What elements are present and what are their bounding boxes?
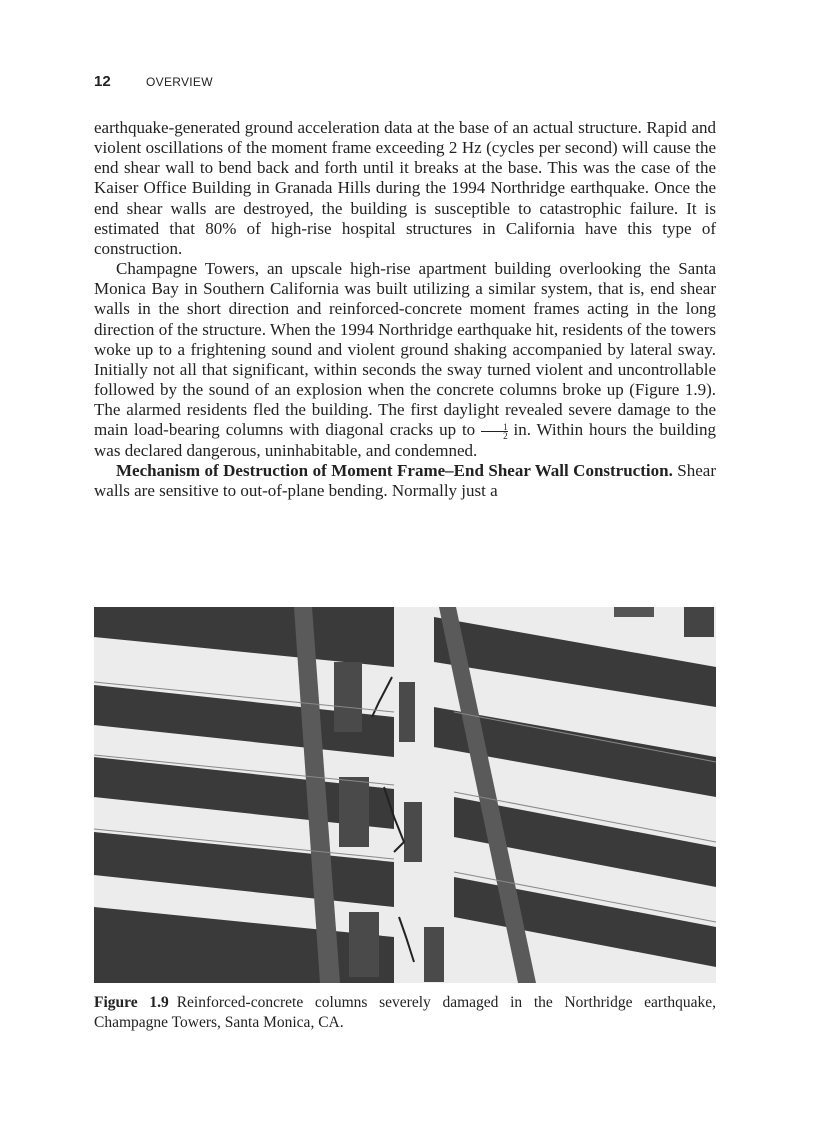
paragraph-2-text-b: in. Within hours the building was declared dangerous, uninhabitable, and condemned. — [94, 420, 716, 460]
caption-text: Reinforced-concrete columns severely damaged in the Northridge earthquake, Champagne Towers, Santa Monica, CA. — [94, 994, 717, 1031]
page-number: 12 — [94, 73, 111, 90]
paragraph-2-text-a: Champagne Towers, an upscale high-rise apartment building overlooking the Santa Monica Bay in Southern California was built utilizing a similar system, that is, end shear walls in the short direction and reinforced-concrete moment frames acting in the long direction of the structure. When the 1994 Northridge earthquake hit, residents of the towers woke up to a frightening sound and violent ground shaking accompanied by lateral sway. Initially not all that significant, within seconds the sway turned violent and uncontrollable followed by the sound of an explosion when the concrete columns broke up (Figure 1.9). The alarmed residents fled the building. The first daylight revealed severe damage to the main load-bearing columns with diagonal cracks up to — [94, 259, 716, 440]
run-in-heading: Mechanism of Destruction of Moment Frame–End Shear Wall Construction. — [116, 460, 673, 480]
paragraph-3 — [94, 461, 716, 501]
paragraph-1: earthquake-generated ground acceleration data at the base of an actual structure. Rapid and violent oscillations of the moment frame exceeding 2 Hz (cycles per second) will cause the end shear wall to bend back and forth until it breaks at the base. This was the case of the Kaiser Office Building in Granada Hills during the 1994 Northridge earthquake. Once the end shear walls are destroyed, the building is susceptible to catastrophic failure. It is estimated that 80% of high-rise hospital structures in California have this type of construction. — [94, 118, 716, 258]
fraction-one-half: $\frac{1}{2}$ — [481, 423, 508, 440]
figure-photo — [94, 607, 716, 983]
building-facade-illustration — [94, 607, 716, 983]
section-title: OVERVIEW — [146, 75, 213, 89]
paragraph-3-text: Shear walls are sensitive to out-of-plane bending. Normally just a — [94, 460, 716, 500]
figure-label: Figure 1.9 — [94, 994, 169, 1011]
figure-caption — [94, 993, 716, 1033]
paragraph-2 — [94, 259, 716, 461]
body-text — [94, 118, 716, 501]
